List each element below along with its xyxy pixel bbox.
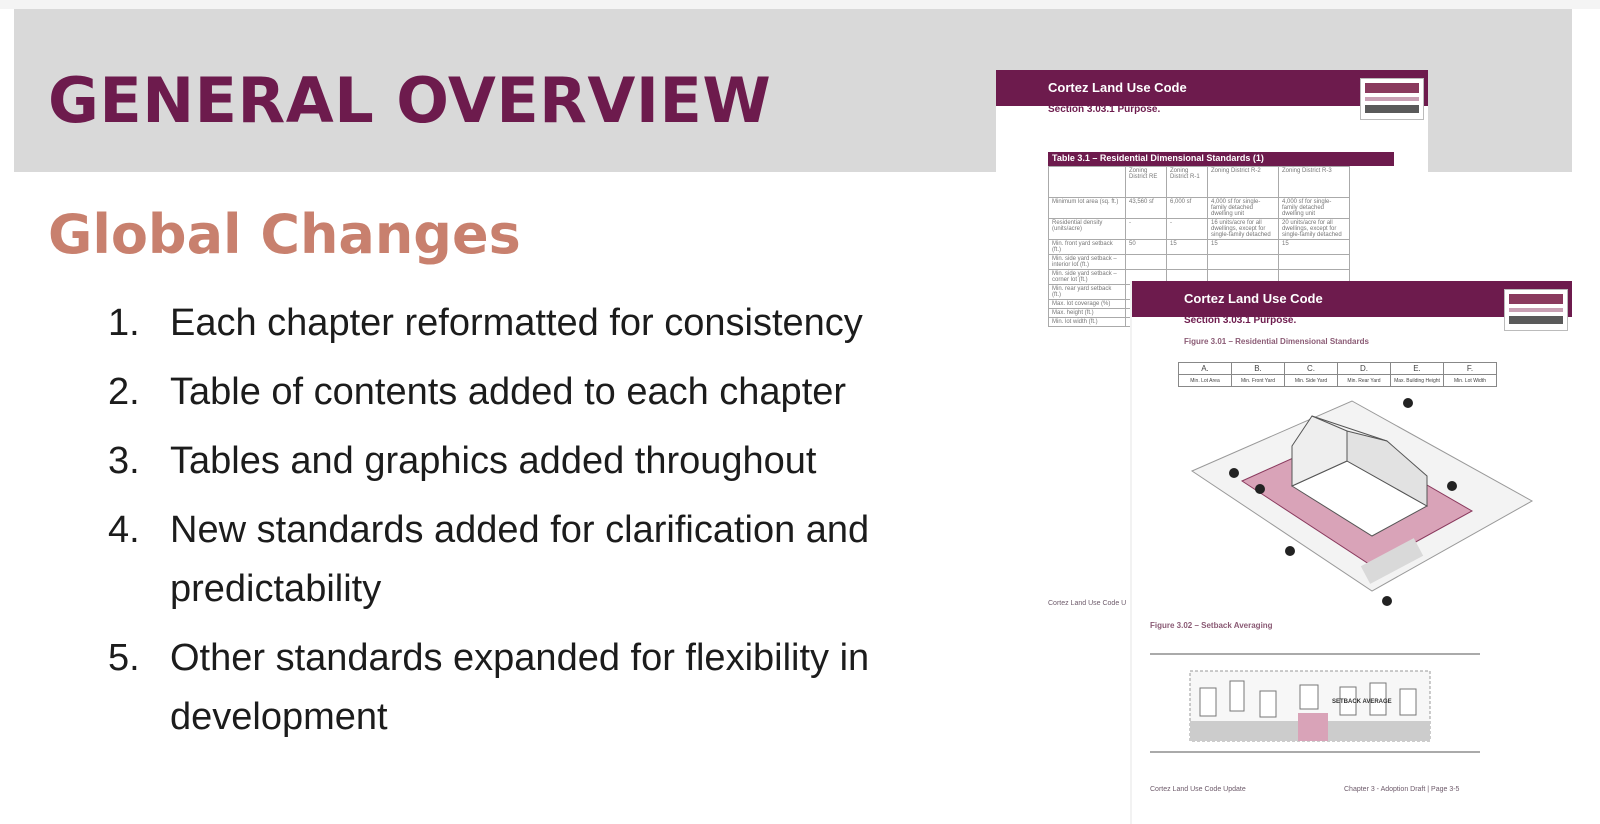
- table-cell: [1167, 255, 1208, 270]
- doc-section-heading: Section 3.03.1 Purpose.: [1048, 104, 1161, 115]
- table-cell: 15: [1208, 240, 1279, 255]
- top-strip: [0, 0, 1600, 9]
- table-cell: 6,000 sf: [1167, 198, 1208, 219]
- slide-subtitle: Global Changes: [48, 203, 521, 266]
- table-cell: Residential density (units/acre): [1049, 219, 1126, 240]
- table-cell: 15: [1279, 240, 1350, 255]
- changes-list: [108, 294, 968, 757]
- table-cell: [1208, 255, 1279, 270]
- legend-letter: D.: [1338, 363, 1391, 375]
- table-cell: 4,000 sf for single-family detached dwelling unit: [1208, 198, 1279, 219]
- table-cell: -: [1167, 219, 1208, 240]
- table-title-bar: [1048, 152, 1394, 166]
- table-cell: 4,000 sf for single-family detached dwelling unit: [1279, 198, 1350, 219]
- legend-letter: B.: [1232, 363, 1285, 375]
- list-text: Other standards expanded for flexibility in development: [170, 637, 870, 738]
- doc-footer-left: Cortez Land Use Code Update: [1150, 786, 1246, 793]
- table-cell: 50: [1126, 240, 1167, 255]
- table-row: [1049, 219, 1350, 240]
- table-row: [1049, 198, 1350, 219]
- residential-lot-illustration: [1172, 391, 1552, 621]
- list-text: Table of contents added to each chapter: [170, 371, 847, 413]
- table-cell: Min. front yard setback (ft.): [1049, 240, 1126, 255]
- figure-caption: Figure 3.02 – Setback Averaging: [1150, 621, 1273, 630]
- table-cell: Max. lot coverage (%): [1049, 300, 1126, 309]
- table-row: [1049, 255, 1350, 270]
- list-text: Each chapter reformatted for consistency: [170, 302, 863, 344]
- table-cell: Min. side yard setback – corner lot (ft.): [1049, 270, 1126, 285]
- doc-header-title: Cortez Land Use Code: [1048, 80, 1187, 95]
- doc-logo: [1360, 78, 1424, 120]
- legend-label: Max. Building Height: [1391, 375, 1444, 387]
- table-cell: 43,560 sf: [1126, 198, 1167, 219]
- legend-label: Min. Lot Width: [1444, 375, 1497, 387]
- table-cell: [1279, 255, 1350, 270]
- table-cell: Minimum lot area (sq. ft.): [1049, 198, 1126, 219]
- legend-letter: F.: [1444, 363, 1497, 375]
- legend-letter: E.: [1391, 363, 1444, 375]
- table-cell: 16 units/acre for all dwellings, except for single-family detached: [1208, 219, 1279, 240]
- slide-title: GENERAL OVERVIEW: [48, 64, 772, 137]
- legend-label: Min. Rear Yard: [1338, 375, 1391, 387]
- list-number: 5.: [108, 637, 140, 679]
- legend-label: Min. Lot Area: [1179, 375, 1232, 387]
- doc-footer: Cortez Land Use Code U: [1048, 600, 1127, 607]
- doc-logo: [1504, 289, 1568, 331]
- legend-letter: A.: [1179, 363, 1232, 375]
- legend-labels-row: [1179, 375, 1497, 387]
- table-cell: Zoning District RE: [1126, 167, 1167, 198]
- doc-header-title: Cortez Land Use Code: [1184, 291, 1323, 306]
- table-cell: Zoning District R-3: [1279, 167, 1350, 198]
- list-item: [108, 363, 968, 422]
- table-header-row: [1049, 167, 1350, 198]
- list-item: [108, 501, 968, 619]
- list-number: 3.: [108, 440, 140, 482]
- table-cell: Zoning District R-2: [1208, 167, 1279, 198]
- legend-letters-row: [1179, 363, 1497, 375]
- list-number: 4.: [108, 509, 140, 551]
- list-item: [108, 629, 968, 747]
- list-number: 2.: [108, 371, 140, 413]
- doc-footer-right: Chapter 3 - Adoption Draft | Page 3-5: [1344, 786, 1460, 793]
- table-cell: [1049, 167, 1126, 198]
- table-cell: Min. lot width (ft.): [1049, 318, 1126, 327]
- legend-label: Min. Side Yard: [1285, 375, 1338, 387]
- table-cell: -: [1126, 219, 1167, 240]
- legend-label: Min. Front Yard: [1232, 375, 1285, 387]
- table-cell: Min. rear yard setback (ft.): [1049, 285, 1126, 300]
- list-text: Tables and graphics added throughout: [170, 440, 817, 482]
- list-item: [108, 294, 968, 353]
- legend-table: [1178, 362, 1497, 387]
- list-text: New standards added for clarification and predictability: [170, 509, 870, 610]
- document-page-front: [1132, 281, 1572, 824]
- doc-section-heading: Section 3.03.1 Purpose.: [1184, 315, 1297, 326]
- table-title: Table 3.1 – Residential Dimensional Standards (1): [1052, 153, 1264, 163]
- legend-letter: C.: [1285, 363, 1338, 375]
- setback-label: SETBACK AVERAGE: [1332, 699, 1392, 705]
- table-cell: Max. height (ft.): [1049, 309, 1126, 318]
- table-cell: Zoning District R-1: [1167, 167, 1208, 198]
- figure-caption: Figure 3.01 – Residential Dimensional Standards: [1184, 337, 1369, 346]
- table-cell: [1126, 255, 1167, 270]
- table-row: [1049, 240, 1350, 255]
- table-cell: 15: [1167, 240, 1208, 255]
- list-number: 1.: [108, 302, 140, 344]
- list-item: [108, 432, 968, 491]
- table-cell: Min. side yard setback – interior lot (ft.): [1049, 255, 1126, 270]
- table-cell: 20 units/acre for all dwellings, except for single-family detached: [1279, 219, 1350, 240]
